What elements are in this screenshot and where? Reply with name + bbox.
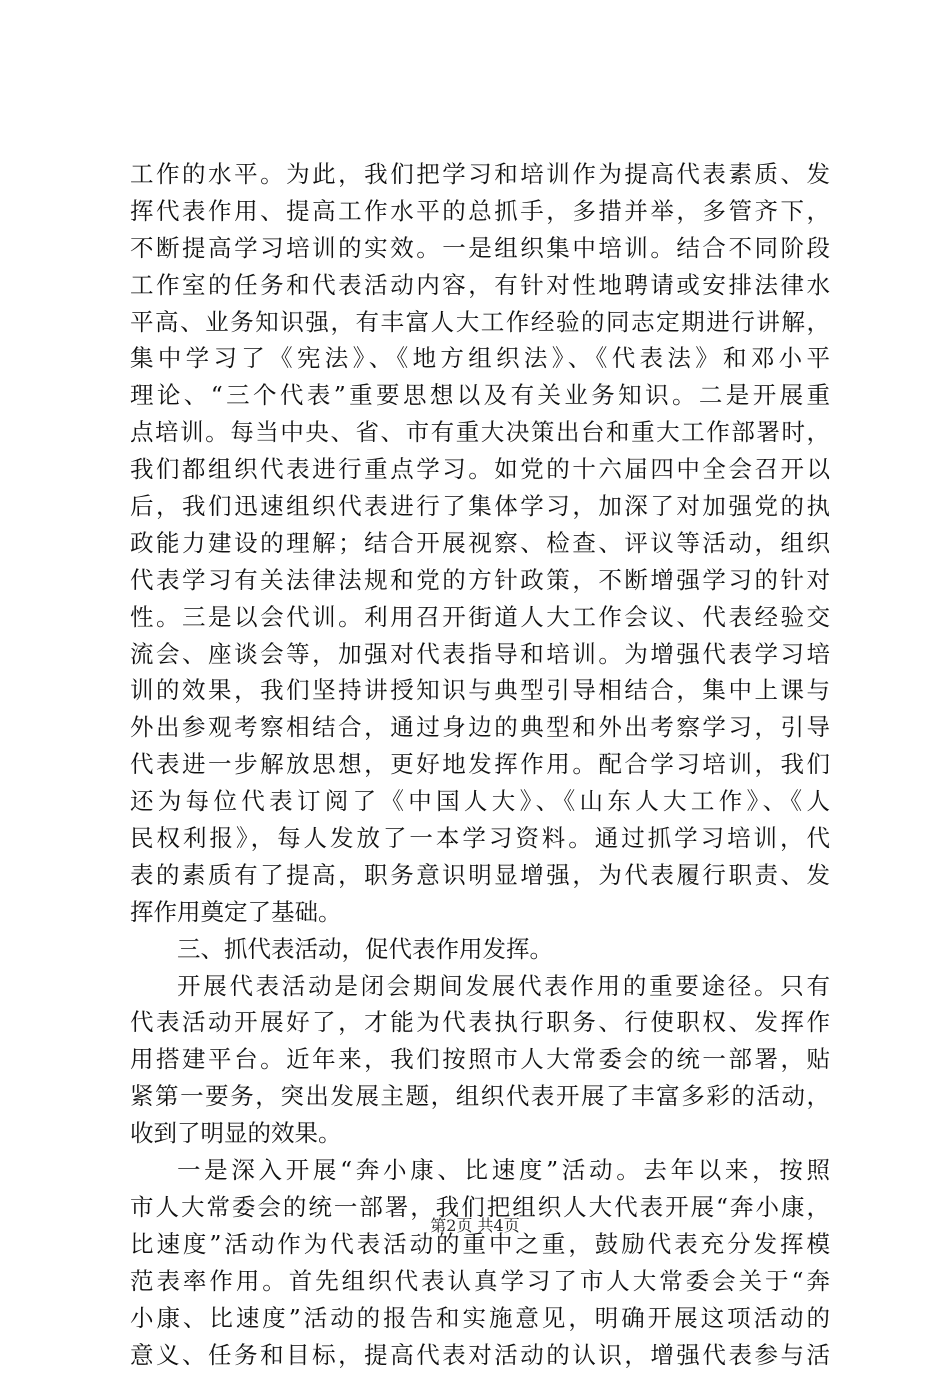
- text-line: 市人大常委会的统一部署，我们把组织人大代表开展“奔小康，: [130, 1189, 830, 1226]
- text-line: 政能力建设的理解；结合开展视察、检查、评议等活动，组织: [130, 525, 830, 562]
- text-line: 意义、任务和目标，提高代表对活动的认识，增强代表参与活: [130, 1337, 830, 1373]
- text-line: 代表活动开展好了，才能为代表执行职务、行使职权、发挥作: [130, 1004, 830, 1041]
- text-line: 集中学习了《宪法》、《地方组织法》、《代表法》和邓小平: [130, 340, 830, 377]
- text-line: 三、抓代表活动，促代表作用发挥。: [130, 931, 830, 968]
- text-line: 训的效果，我们坚持讲授知识与典型引导相结合，集中上课与: [130, 672, 830, 709]
- text-line: 挥作用奠定了基础。: [130, 894, 830, 931]
- text-line: 开展代表活动是闭会期间发展代表作用的重要途径。只有: [130, 968, 830, 1005]
- text-line: 工作室的任务和代表活动内容，有针对性地聘请或安排法律水: [130, 267, 830, 304]
- text-line: 用搭建平台。近年来，我们按照市人大常委会的统一部署，贴: [130, 1041, 830, 1078]
- text-line: 外出参观考察相结合，通过身边的典型和外出考察学习，引导: [130, 709, 830, 746]
- text-line: 范表率作用。首先组织代表认真学习了市人大常委会关于“奔: [130, 1263, 830, 1300]
- text-line: 平高、业务知识强，有丰富人大工作经验的同志定期进行讲解，: [130, 304, 830, 341]
- text-line: 点培训。每当中央、省、市有重大决策出台和重大工作部署时，: [130, 414, 830, 451]
- text-line: 紧第一要务，突出发展主题，组织代表开展了丰富多彩的活动，: [130, 1078, 830, 1115]
- text-line: 民权利报》，每人发放了一本学习资料。通过抓学习培训，代: [130, 820, 830, 857]
- body-text: [130, 156, 830, 1373]
- text-line: 小康、比速度”活动的报告和实施意见，明确开展这项活动的: [130, 1300, 830, 1337]
- text-line: 不断提高学习培训的实效。一是组织集中培训。结合不同阶段: [130, 230, 830, 267]
- text-line: 代表进一步解放思想，更好地发挥作用。配合学习培训，我们: [130, 746, 830, 783]
- text-line: 工作的水平。为此，我们把学习和培训作为提高代表素质、发: [130, 156, 830, 193]
- text-line: 收到了明显的效果。: [130, 1115, 830, 1152]
- page-footer: 第2页 共4页: [0, 1216, 950, 1236]
- text-line: 挥代表作用、提高工作水平的总抓手，多措并举，多管齐下，: [130, 193, 830, 230]
- text-line: 流会、座谈会等，加强对代表指导和培训。为增强代表学习培: [130, 636, 830, 673]
- text-line: 理论、“三个代表”重要思想以及有关业务知识。二是开展重: [130, 377, 830, 414]
- text-line: 比速度”活动作为代表活动的重中之重，鼓励代表充分发挥模: [130, 1226, 830, 1263]
- text-line: 一是深入开展“奔小康、比速度”活动。去年以来，按照: [130, 1152, 830, 1189]
- text-line: 还为每位代表订阅了《中国人大》、《山东人大工作》、《人: [130, 783, 830, 820]
- text-line: 后，我们迅速组织代表进行了集体学习，加深了对加强党的执: [130, 488, 830, 525]
- text-line: 我们都组织代表进行重点学习。如党的十六届四中全会召开以: [130, 451, 830, 488]
- text-line: 代表学习有关法律法规和党的方针政策，不断增强学习的针对: [130, 562, 830, 599]
- text-line: 表的素质有了提高，职务意识明显增强，为代表履行职责、发: [130, 857, 830, 894]
- text-line: 性。三是以会代训。利用召开街道人大工作会议、代表经验交: [130, 599, 830, 636]
